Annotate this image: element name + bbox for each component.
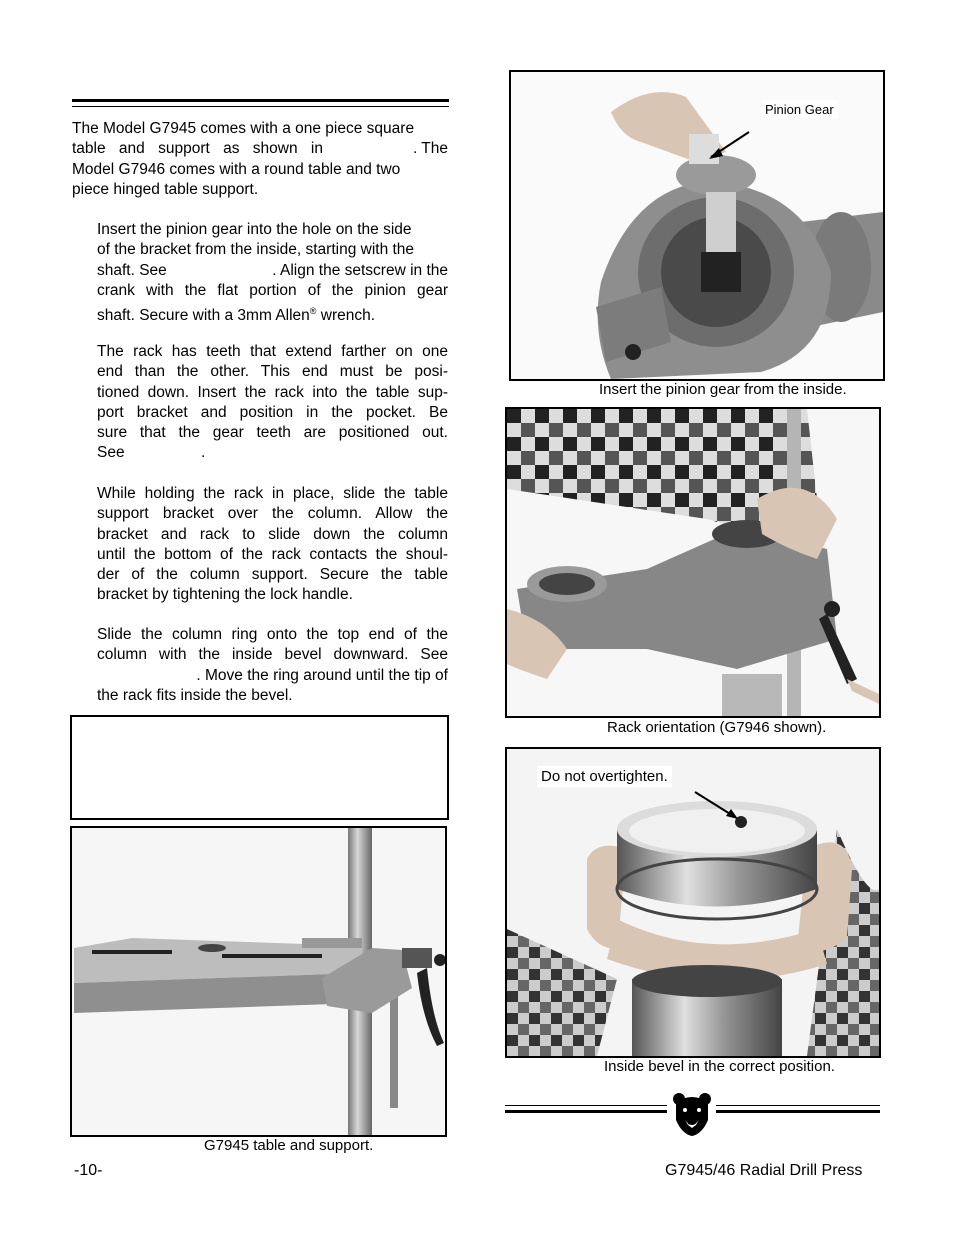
- figure-rack-photo: [505, 407, 881, 718]
- intro-line: The Model G7945 comes with a one piece square: [72, 120, 415, 137]
- step-text: wrench.: [316, 307, 376, 325]
- step-line: column with the inside bevel downward. See: [97, 646, 448, 664]
- figure-pinion-caption: Insert the pinion gear from the inside.: [599, 381, 847, 398]
- step-text: shaft. See: [97, 261, 167, 279]
- intro-line: piece hinged table support.: [72, 180, 259, 198]
- step-line: der of the column support. Secure the table: [97, 566, 448, 584]
- step-line: [97, 443, 448, 463]
- bear-head-icon: [672, 1092, 712, 1136]
- registered-mark: ®: [309, 306, 317, 317]
- intro-line: [72, 139, 448, 159]
- step-line: bracket by tightening the lock handle.: [97, 586, 353, 604]
- note-box: [70, 715, 449, 820]
- logo-rule-right-top: [716, 1105, 880, 1106]
- ring-illustration: [507, 749, 879, 1056]
- step-line: Insert the pinion gear into the hole on the side: [97, 221, 412, 238]
- step-text: See: [97, 444, 125, 462]
- intro-line: Model G7946 comes with a round table and two: [72, 160, 401, 178]
- step-line: the rack fits inside the bevel.: [97, 686, 293, 704]
- figure-table-support-photo: [70, 826, 447, 1137]
- logo-rule-right-bottom: [716, 1110, 880, 1113]
- logo-rule-left-top: [505, 1105, 667, 1106]
- bear-logo: [672, 1092, 712, 1136]
- section-header-rule-top: [72, 99, 449, 102]
- page-number: -10-: [74, 1162, 103, 1179]
- step-line: of the bracket from the inside, starting with the: [97, 241, 415, 259]
- step-line: [97, 261, 448, 281]
- step-4: [97, 625, 448, 706]
- intro-text: table and support as shown in: [72, 140, 323, 158]
- step-line: Slide the column ring onto the top end of the: [97, 626, 448, 643]
- intro-text: . The: [412, 140, 448, 158]
- step-line: port bracket and position in the pocket. Be: [97, 403, 448, 421]
- step-line: support bracket over the column. Allow the: [97, 505, 448, 523]
- step-line: until the bottom of the rack contacts the shoul-: [97, 545, 448, 563]
- figure-ring-photo: [505, 747, 881, 1058]
- step-line: The rack has teeth that extend farther on one: [97, 343, 448, 360]
- step-line: [97, 666, 448, 686]
- step-line: sure that the gear teeth are positioned out.: [97, 424, 448, 442]
- step-line: While holding the rack in place, slide the table: [97, 485, 448, 502]
- step-line: end than the other. This end must be posi-: [97, 363, 448, 381]
- step-line: [97, 301, 448, 326]
- figure-rack-caption: Rack orientation (G7946 shown).: [607, 719, 827, 736]
- step-text: shaft. Secure with a 3mm Allen: [97, 307, 310, 325]
- figure-ring-caption: Inside bevel in the correct position.: [604, 1058, 835, 1075]
- step-line: crank with the flat portion of the pinion gear: [97, 281, 448, 299]
- overtighten-callout: Do not overtighten.: [537, 766, 672, 787]
- logo-rule-left-bottom: [505, 1110, 667, 1113]
- table-support-illustration: [72, 828, 445, 1135]
- document-title: G7945/46 Radial Drill Press: [665, 1162, 863, 1179]
- figure-table-caption: G7945 table and support.: [204, 1137, 374, 1154]
- step-line: tioned down. Insert the rack into the table sup-: [97, 383, 448, 401]
- section-header-rule-bottom: [72, 106, 449, 107]
- step-2: [97, 342, 448, 463]
- step-text: .: [201, 444, 206, 462]
- step-3: [97, 484, 448, 606]
- intro-paragraph: [72, 119, 448, 200]
- step-line: bracket and rack to slide down the column: [97, 525, 448, 543]
- step-1: [97, 220, 448, 327]
- pinion-gear-callout: Pinion Gear: [761, 100, 838, 119]
- step-text: . Align the setscrew in the: [272, 261, 448, 279]
- rack-illustration: [507, 409, 879, 716]
- step-text: . Move the ring around until the tip of: [196, 666, 448, 684]
